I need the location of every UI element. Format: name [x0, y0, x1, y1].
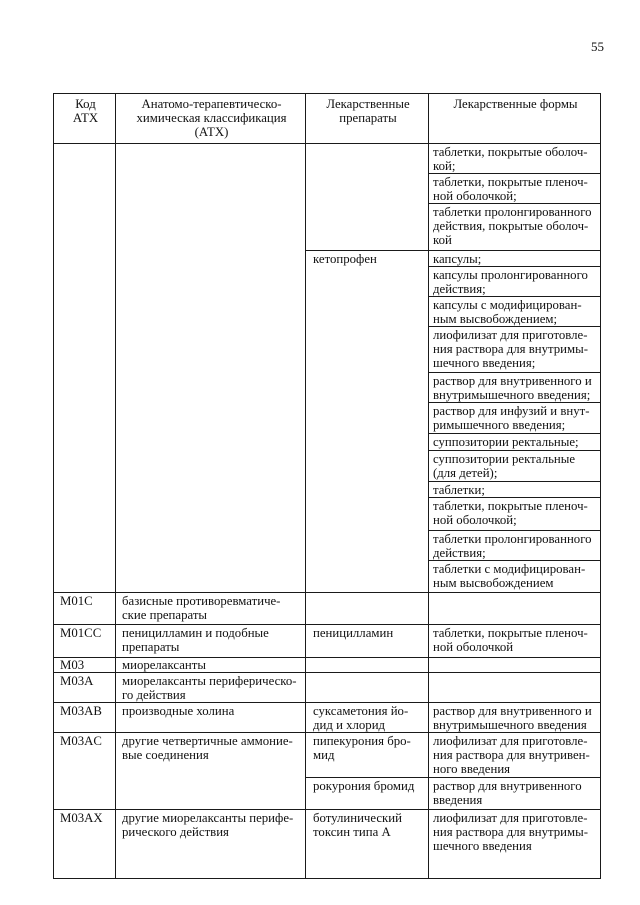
drug-cell: ботулинический токсин типа А	[306, 810, 429, 879]
atc-classification-cell	[116, 144, 306, 593]
drug-cell: пеницилламин	[306, 625, 429, 658]
atc-classification-table	[53, 93, 601, 879]
atc-classification-cell: производные холина	[116, 703, 306, 733]
dosage-form-cell	[429, 593, 601, 625]
dosage-form-cell: лиофилизат для приготовле- ния раствора для внутримы- шечного введения;	[429, 327, 601, 373]
drug-cell	[306, 144, 429, 251]
dosage-form-cell: таблетки пролонгированного действия, покрытые оболоч- кой	[429, 204, 601, 251]
atc-code-cell: M03A	[54, 673, 116, 703]
dosage-form-cell: капсулы пролонгированного действия;	[429, 267, 601, 297]
header-atc-classification: Анатомо-терапевтическо- химическая классификация (АТХ)	[116, 94, 306, 144]
dosage-form-cell	[429, 673, 601, 703]
table-row	[54, 658, 601, 673]
table-row	[54, 703, 601, 733]
table-row	[54, 733, 601, 778]
dosage-form-cell: лиофилизат для приготовле- ния раствора для внутримы- шечного введения	[429, 810, 601, 879]
atc-classification-cell: другие миорелаксанты перифе- рического действия	[116, 810, 306, 879]
atc-code-cell: M03	[54, 658, 116, 673]
drug-cell	[306, 658, 429, 673]
atc-code-cell: M01C	[54, 593, 116, 625]
table-header-row	[54, 94, 601, 144]
atc-code-cell	[54, 144, 116, 593]
table-row	[54, 810, 601, 879]
dosage-form-cell: капсулы;	[429, 251, 601, 267]
dosage-form-cell: таблетки, покрытые пленоч- ной оболочкой;	[429, 174, 601, 204]
drug-cell	[306, 673, 429, 703]
atc-classification-cell: миорелаксанты	[116, 658, 306, 673]
dosage-form-cell: раствор для внутривенного и внутримышечного введения;	[429, 373, 601, 403]
table-row	[54, 144, 601, 174]
dosage-form-cell: таблетки, покрытые оболоч- кой;	[429, 144, 601, 174]
dosage-form-cell: суппозитории ректальные;	[429, 434, 601, 451]
drug-cell	[306, 593, 429, 625]
dosage-form-cell: таблетки с модифицирован- ным высвобождением	[429, 561, 601, 593]
drug-cell: суксаметония йо- дид и хлорид	[306, 703, 429, 733]
table-row	[54, 625, 601, 658]
dosage-form-cell: таблетки, покрытые пленоч- ной оболочкой	[429, 625, 601, 658]
atc-code-cell: M03AB	[54, 703, 116, 733]
atc-code-cell: M01CC	[54, 625, 116, 658]
drug-cell: пипекурония бро- мид	[306, 733, 429, 778]
atc-classification-cell: пеницилламин и подобные препараты	[116, 625, 306, 658]
atc-code-cell: M03AX	[54, 810, 116, 879]
dosage-form-cell: раствор для внутривенного введения	[429, 778, 601, 810]
page-number: 55	[591, 39, 604, 54]
dosage-form-cell: таблетки пролонгированного действия;	[429, 531, 601, 561]
dosage-form-cell: капсулы с модифицирован- ным высвобождением;	[429, 297, 601, 327]
atc-classification-cell: другие четвертичные аммоние- вые соединения	[116, 733, 306, 810]
dosage-form-cell: раствор для инфузий и внут- римышечного введения;	[429, 403, 601, 434]
header-atc-code: Код АТХ	[54, 94, 116, 144]
dosage-form-cell: раствор для внутривенного и внутримышечного введения	[429, 703, 601, 733]
atc-code-cell: M03AC	[54, 733, 116, 810]
dosage-form-cell	[429, 658, 601, 673]
atc-classification-cell: миорелаксанты периферическо- го действия	[116, 673, 306, 703]
dosage-form-cell: лиофилизат для приготовле- ния раствора для внутривен- ного введения	[429, 733, 601, 778]
dosage-form-cell: таблетки;	[429, 482, 601, 498]
table-row	[54, 593, 601, 625]
drug-cell: рокурония бромид	[306, 778, 429, 810]
dosage-form-cell: таблетки, покрытые пленоч- ной оболочкой;	[429, 498, 601, 531]
drug-cell: кетопрофен	[306, 251, 429, 593]
header-drugs: Лекарственные препараты	[306, 94, 429, 144]
table-row	[54, 673, 601, 703]
header-dosage-forms: Лекарственные формы	[429, 94, 601, 144]
dosage-form-cell: суппозитории ректальные (для детей);	[429, 451, 601, 482]
atc-classification-cell: базисные противоревматиче- ские препараты	[116, 593, 306, 625]
